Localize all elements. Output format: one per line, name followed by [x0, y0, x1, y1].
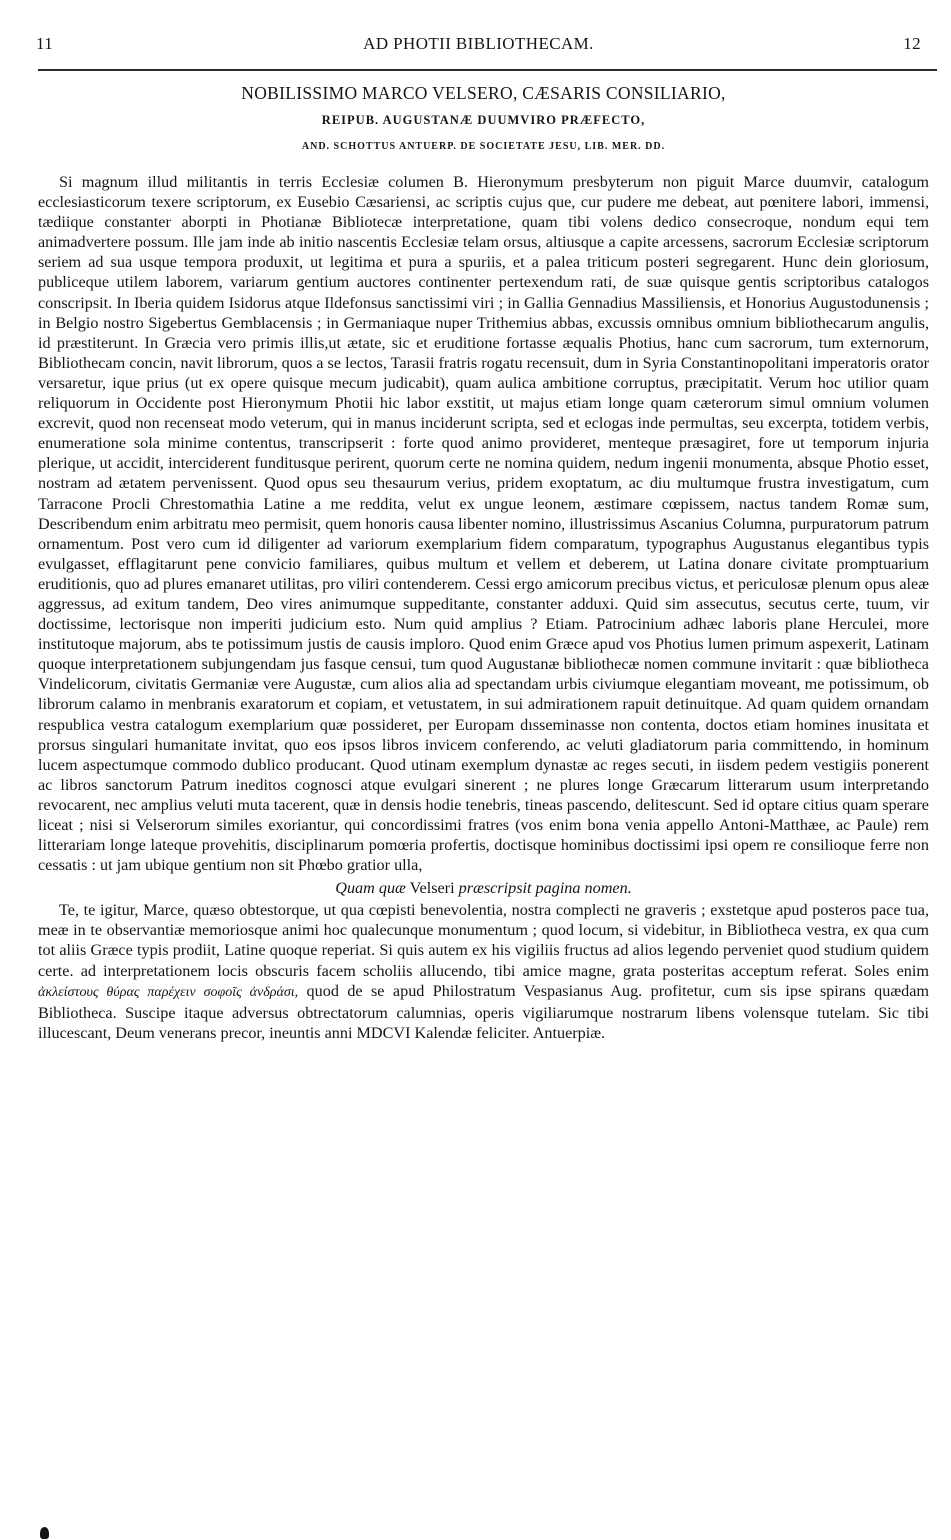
verse-part-2: Velseri — [409, 879, 455, 898]
paragraph-2 — [38, 900, 929, 1043]
letter-body — [38, 172, 929, 1043]
paragraph-2-text-a: Te, te igitur, Marce, quæso obtestorque, ut qua cœpisti benevolentia, nostra complecti ne graveris ; exstetque apud posteros pace tua, meæ in te observantiæ memoriosque animi hoc qualecunque monumentum ; quod locum, si videbitur, in Bibliotheca vestra, ex qua cum tot aliis Græce typis prodiit, Latine quoque reperiat. Si quis autem ex his vigiliis fructus ad alios legendo perveniet quod studium quidem certe. ad interpretationem locis obscuris facem scholiis allucendo, tibi amice magne, grata posteritas acceptum referat. Soles enim — [38, 901, 929, 980]
dedication-line-3: AND. SCHOTTUS ANTUERP. DE SOCIETATE JESU, LIB. MER. DD. — [301, 141, 666, 152]
verse-part-3: præscripsit pagina nomen. — [458, 879, 632, 898]
dedication-block — [38, 80, 929, 159]
greek-quotation: ἀκλείστους θύρας παρέχειν σοφοῖς ἀνδράσι, — [38, 984, 299, 1000]
ink-blot — [40, 1527, 49, 1539]
left-page-number: 11 — [36, 34, 54, 53]
paragraph-1: Si magnum illud militantis in terris Ecclesiæ columen B. Hieronymum presbyterum non piguit Marce duumvir, catalogum ecclesiasticorum texere scriptorum, ex Eusebio Cæsariensi, ac scriptis cujus que, cur pudere me debeat, aut pœnitere labori, immensi, tædiique constanter aborpti in Photianæ Bibliotecæ interpretatione, quam tibi volens dedico consecroque, nondum equi tem animadvertere possum. Ille jam inde ab initio nascentis Ecclesiæ telam orsus, altiusque a capite arcessens, sacrorum Ecclesiæ scriptorum seriem ad sua usque tempora produxit, ut legitima et pura a spuriis, et a palea triticum posteri segregarent. Hunc dein gloriosum, publiceque utilem laborem, variarum gentium auctores continenter pertexendum rati, de suæ quisque gentis scriptoribus catalogos conscripsit. In Iberia quidem Isidorus atque Ildefonsus sanctissimi viri ; in Gallia Gennadius Massiliensis, et Honorius Augustodunensis ; in Belgio nostro Sigebertus Gemblacensis ; in Germaniaque nuper Trithemius abbas, excussis omnibus omnium bibliothecarum angulis, id præstiterunt. In Græcia vero primis illis,ut ætate, sic et eruditione fortasse æqualis Photius, hanc cum sacrorum, tum externorum, Bibliothecam concin, navit librorum, quos a se lectos, Tarasii fratris rogatu recensuit, dum in Syria Constantinopolitani imperatoris orator versaretur, ique prius (ut ex opere quisque mecum judicabit), quam aulica ambitione corruptus, præcipitatit. Verum hoc utilior quam reliquorum in Occidente post Hieronymum Photii hic labor exstitit, ut majus etiam longe quam cæterorum simul omnium volumen excrevit, quod non recenseat modo veterum, qui in manus inciderunt scripta, sed et eclogas inde permultas, seu excerpta, totidem verbis, enumeratione sola minime contentus, transcripserit : forte quod animo provideret, menteque præsagiret, fore ut temporum injuria plerique, ut accidit, interciderent funditusque perirent, quorum certe ne nomina quidem, nedum ingenii monumenta, absque Photio esset, nostram ad ætatem pervenissent. Quod opus seu thesaurum verius, pridem exoptatum, ac diu multumque frustra investigatum, cum Tarracone Procli Chrestomathia Latine a me reddita, velut ex ungue leonem, æstimare cœpissem, nactus tandem Romæ sum, Describendum enim arbitratu meo permisit, quem honoris causa libenter nomino, illustrissimus Ascanius Columna, purpuratorum patrum ornamentum. Post vero cum id diligenter ad variorum exemplarium fidem comparatum, typographus Augustanus elegantibus typis evulgasset, efflagitarunt pene convicio familiares, quibus multum et vellem et deberem, ut Latina donare civitate promptuarium eruditionis, quo ad plures emanaret utilitas, pro viliri contenderem. Cessi ergo amicorum precibus victus, et periculosæ plenum opus aleæ aggressus, ad exitum tandem, Deo vires animumque suppeditante, constanter adduxi. Quid sim assecutus, secutus certe, tuum, vir doctissime, lectorisque non imperiti judicium esto. Num quid amplius ? Etiam. Patrocinium adhæc laboris plane Herculei, more institutoque majorum, abs te potissimum justis de causis imploro. Quod enim Græce apud vos Photius lumen primum aspexerit, Latinam quoque interpretationem subjungendam jus fasque censui, tum quod Augustanæ bibliothecæ nomen commune invitarit : quæ bibliotheca Vindelicorum, civitatis Germaniæ vere Augustæ, cum alios alia ad spectandam urbis civiumque elegantiam moveant, me potissimum, ob librorum calamo in menbranis exaratorum et copiam, et vetustatem, in sui admirationem rapuit detinuitque. Ad quam quidem ornandam respublica vestra catalogum exemplarium quæ possideret, per Europam dısseminasse non contenta, doctos etiam homines inusitata et prorsus singulari humanitate invitat, quo eos ipsos libros invicem conferendo, ac veluti gladiatorum paria committendo, in hominum lucem aspectumque commodo dublico producant. Quod utinam exemplum dynastæ ac reges secuti, in iisdem pedem vestigiis ponerent ac libros sanctorum Patrum ineditos cognosci atque evulgari sinerent ; ne plures longe Græcarum litterarum usum interpretando revocarent, nec amplius veluti muta tacerent, quæ in densis hodie tenebris, tineas pascendo, delitescunt. Sed id optare citius quam sperare liceat ; nisi si Velserorum similes exoriantur, qui concordissimi fratres (vos enim bona venia appello Antoni-Matthæe, ac Paule) rem litterariam longe lateque provehitis, disciplinarum pomœria profertis, doctisque hominibus doctissimi ipsi opem re consilioque ferre non cessatis : ut jam ubique gentium non sit Phœbo gratior ulla, — [38, 173, 929, 875]
verse-part-1: Quam quæ — [335, 879, 406, 898]
dedication-line-1: NOBILISSIMO MARCO VELSERO, CÆSARIS CONSILIARIO, — [241, 83, 726, 103]
header-rule — [38, 69, 937, 71]
right-page-number: 12 — [903, 34, 921, 53]
running-header — [36, 34, 921, 60]
dedication-line-2: REIPUB. AUGUSTANÆ DUUMVIRO PRÆFECTO, — [321, 113, 646, 127]
running-title: AD PHOTII BIBLIOTHECAM. — [363, 34, 594, 53]
paragraph-2-text-b: quod de se apud Philostratum Vespasianus Aug. profitetur, cum sis ipse spirans quædam Bibliotheca. Suscipe itaque adversus obtrectatorum calumnias, operis vigiliarumque nostrarum libens volensque tutelam. Sic tibi illucescant, Deum venerans precor, ineuntis anni MDCVI Kalendæ feliciter. Antuerpiæ. — [38, 981, 929, 1042]
verse-line — [38, 877, 929, 899]
